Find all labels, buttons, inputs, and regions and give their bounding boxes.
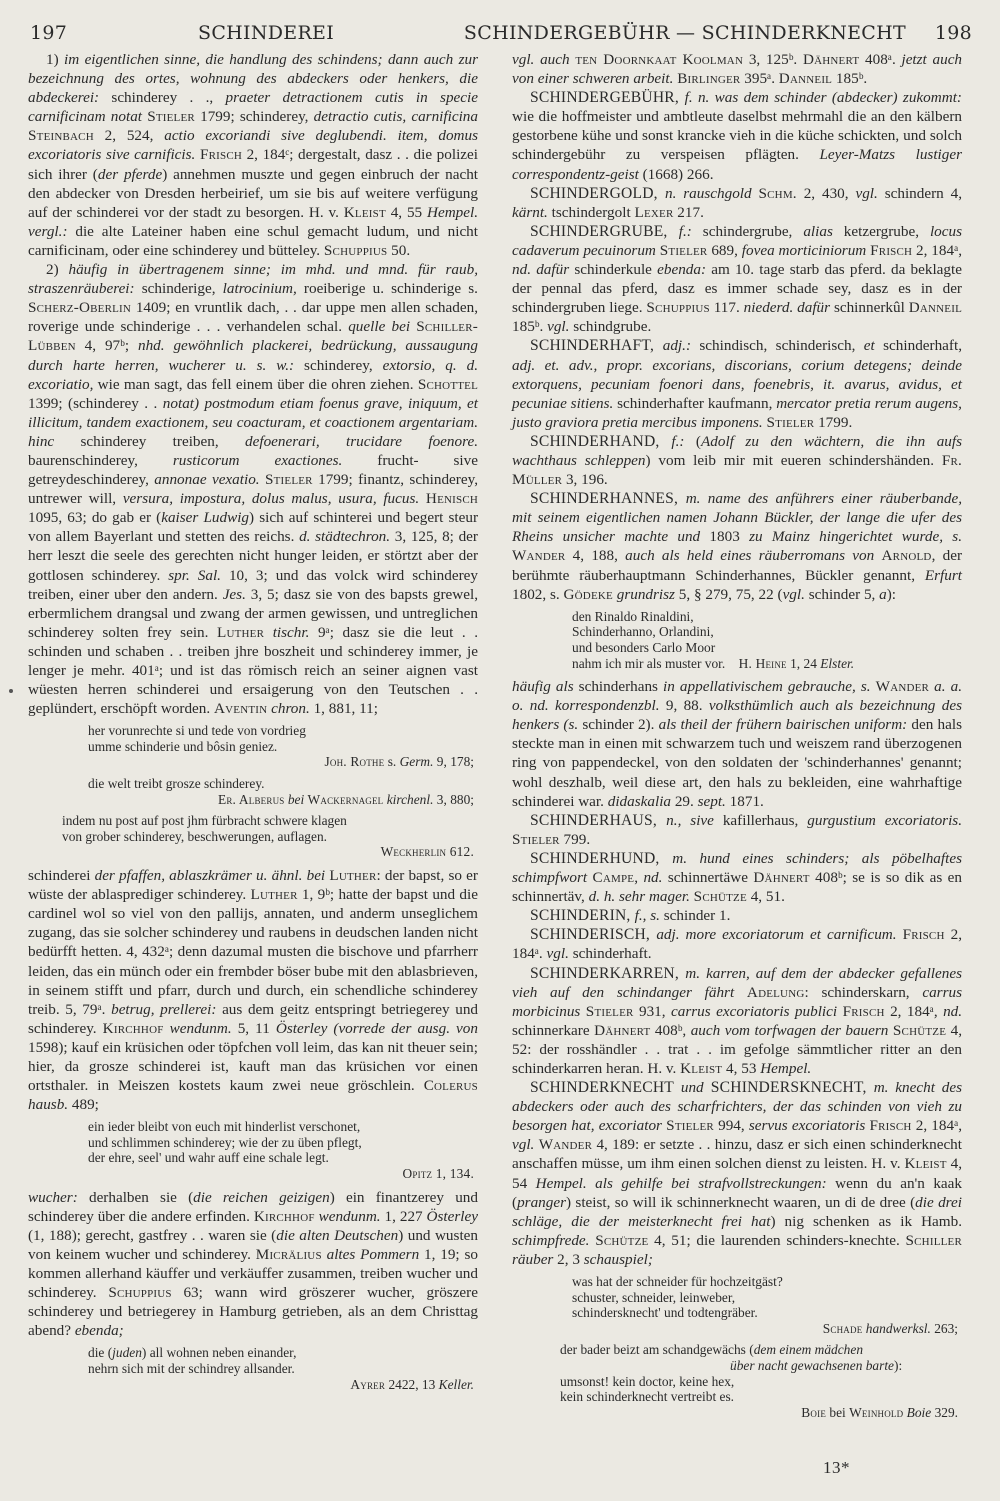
entry-schinderhaus: SCHINDERHAUS, n., sive kafillerhaus, gurgustium excoriatoris. Stieler 799. <box>512 811 962 848</box>
entry-schindergold: SCHINDERGOLD, n. rauschgold Schm. 2, 430, vgl. schindern 4, kärnt. tschindergolt Lexer 217. <box>512 184 963 221</box>
verse-quote-weckherlin: indem nu post auf post jhm fürbracht schwere klagen von grober schinderey, beschwerungen, auflagen. Weckherlin 612. <box>62 813 474 860</box>
entry-schinderhannes: SCHINDERHANNES, m. name des anführers einer räuberbande, mit seinem eigentlichen namen Johann Bückler, der lange die ufer des Rheins unsicher machte und 1803 zu Mainz hingerichtet wurde, s. Wander 4, 188, auch als held eines räuberromans von Arnold, der berühmte räuberhauptmann Schinderhannes, Bückler genannt, Erfurt 1802, s. Gödeke grundrisz 5, § 279, 75, 22 (vgl. schinder 5, a): <box>512 490 963 603</box>
paragraph-continuation: vgl. auch ten Doornkaat Koolman 3, 125ᵇ. Dähnert 408ᵃ. jetzt auch von einer schweren arbeit. Birlinger 395ᵃ. Danneil 185ᵇ. <box>512 51 963 88</box>
entry-schinderkarren: SCHINDERKARREN, m. karren, auf dem der abdecker gefallenes vieh auf den schindanger fährt Adelung: schinderskarn, carrus morbicinus Stieler 931, carrus excoriatoris publici Frisch 2, 184ᵃ, nd. schinnerkare Dähnert 408ᵇ, auch vom torfwagen der bauern Schütze 4, 52: der rosshändler . . trat . . im gefolge sämmtlicher ritter an den schinderkarren heran. H. v. Kleist 4, 53 Hempel. <box>512 964 963 1077</box>
entry-schinderhand: SCHINDERHAND, f.: (Adolf zu den wächtern, die ihn aufs wachthaus schleppen) vom leib mir mit eueren schindershänden. Fr. Müller 3, 196. <box>512 432 963 489</box>
page-number-right: 198 <box>934 22 972 44</box>
verse-quote-rothe: her vorunrechte si und tede von vordrieg umme schinderie und bôsin geniez. Joh. Rothe s. Germ. 9, 178; <box>88 723 474 770</box>
paragraph-pfaffen: schinderei der pfaffen, ablaszkrämer u. ähnl. bei Luther: der bapst, so er wüste der ablasprediger schinderey. Luther 1, 9ᵇ; hatte der bapst und die cardinel wol so viel von den pallijs, annaten, und anderm unseglichem zugang, das sie solcher schinderey und raubens in deudschen landen nicht bedürfft hetten. 4, 432ᵃ; denn dazumal musten die bischove und pfarrherr leiden, das ein münch oder ein frembder böser bube mit den ablasbrieven, in seinem stifft und pfarr, durch und durch, ein schendliche schinderey treib. 5, 79ᵃ. betrug, prellerei: aus dem geitz entspringt betriegerey und schinderey. Kirchhof wendunm. 5, 11 Österley (vorrede der ausg. von 1598); kauf ein krüsichen oder töpfchen voll leim, das kan nit theuer sein; hier, da grosze schinderei ist, kauft man das krüsichen vor einen ortsthaler. in Meiszen kostets kaum zwei neue gröschlein. Colerus hausb. 489; <box>28 867 479 1114</box>
running-title-left: SCHINDEREI <box>198 22 335 44</box>
verse-quote-schade: was hat der schneider für hochzeitgäst? schuster, schneider, leinweber, schindersknecht' und todtengräber. Schade handwerksl. 263; <box>572 1274 958 1336</box>
right-column <box>512 50 962 1426</box>
verse-quote-heine: den Rinaldo Rinaldini, Schinderhanno, Orlandini, und besonders Carlo Moor nahm ich mir als muster vor. H. Heine 1, 24 Elster. <box>572 608 855 671</box>
entry-schinderisch: SCHINDERISCH, adj. more excoriatorum et carnificum. Frisch 2, 184ᵃ. vgl. schinderhaft. <box>512 926 962 963</box>
entry-schinderhaft: SCHINDERHAFT, adj.: schindisch, schinderisch, et schinderhaft, adj. et. adv., propr. excorians, discorians, corium detegens; deinde extorquens, pecuniam foenori dans, foenebris, it. avarus, avidus, et pecuniae sitiens. schinderhafter kaufmann, mercator pretia rerum augens, justo graviora pretia mercibus imponens. Stieler 1799. <box>512 337 962 431</box>
paragraph-schinderhans: häufig als schinderhans in appellativischem gebrauche, s. Wander a. a. o. nd. korrespondenzbl. 9, 88. volksthümlich auch als bezeichnung des henkers (s. schinder 2). als theil der frühern bairischen uniform: den hals steckte man in einen mit schwarzem tuch und weiszem rand überzogenen ring von pappendeckel, von den soldaten der 'schinderhannes' genannt; wohl deszhalb, weil diese art, den hals zu bekleiden, eine wahrhaftige schinderei war. didaskalia 29. sept. 1871. <box>512 678 963 810</box>
page-number-left: 197 <box>30 22 68 44</box>
running-title-right: SCHINDERGEBÜHR — SCHINDERKNECHT <box>463 22 906 44</box>
verse-quote-opitz: ein ieder bleibt von euch mit hinderlist verschonet, und schlimmen schinderey; wie der zu üben pflegt, der ehre, seel' und wahr auff eine schale legt. Opitz 1, 134. <box>88 1119 474 1182</box>
entry-schinderknecht: SCHINDERKNECHT und SCHINDERSKNECHT, m. knecht des abdeckers oder auch des scharfrichters, der das schinden von vieh zu besorgen hat, excoriator Stieler 994, servus excoriatoris Frisch 2, 184ᵃ, vgl. Wander 4, 189: er setzte . . hinzu, dasz er sich einen schinderknecht anschaffen müsse, um ihm einen solchen dienst zu leisten. H. v. Kleist 4, 54 Hempel. als gehilfe bei strafvollstreckungen: wenn du an'n kaak (pranger) steist, so will ik schinnerknecht waaren, un di de dree (die drei schläge, die der meisterknecht frei hat) nig schenken as ik Hamb. schimpfrede. Schütze 4, 51; die laurenden schinders-knechte. Schiller räuber 2, 3 schauspiel; <box>512 1079 963 1268</box>
sense-1: 1) im eigentlichen sinne, die handlung des schindens; dann auch zur bezeichnung des ortes, wohnung des abdeckers oder henkers, die abdeckerei: schinderey . ., praeter detractionem cutis in specie carnificinam notat Stieler 1799; schinderey, detractio cutis, carnificina Steinbach 2, 524, actio excoriandi sive deglubendi. item, domus excoriatoris sive carnificis. Frisch 2, 184ᶜ; dergestalt, dasz . . die polizei sich ihrer (der pferde) annehmen muszte und gegen einbruch der nacht den abdecker von Dresden herbeirief, um sie bis auf weitere verfügung auf der schinderei vor der stadt zu besorgen. H. v. Kleist 4, 55 Hempel. vergl.: die alte Lateiner haben eine schul gemacht ludum, und nicht carnificinam, oder eine schinderey und bütteley. Schuppius 50. <box>28 51 479 259</box>
paragraph-wucher: wucher: derhalben sie (die reichen geizigen) ein finantzerey und schinderey über die andere erfinden. Kirchhof wendunm. 1, 227 Österley (1, 188); gerecht, gastfrey . . waren sie (die alten Deutschen) und wusten von keinem wucher und schinderey. Micrälius altes Pommern 1, 19; so kommen allerhand käuffer und verkäuffer zusammen, treiben wucher und schinderey. Schuppius 63; wann wird gröszerer wucher, gröszere schinderey und betriegerey in Hamburg getrieben, als an dem Christtag abend? ebenda; <box>28 1188 478 1340</box>
page-header <box>30 8 972 42</box>
verse-quote-boie: der bader beizt am schandgewächs (dem einem mädchen über nacht gewachsenen barte): umsonst! kein doctor, keine hex, kein schinderknecht vertreibt es. Boie bei Weinhold Boie 329. <box>560 1342 958 1420</box>
entry-schindergrube: SCHINDERGRUBE, f.: schindergrube, alias ketzergrube, locus cadaverum pecuinorum Stieler 689, fovea morticiniorum Frisch 2, 184ᵃ, nd. dafür schinderkule ebenda: am 10. tage starb das pferd. da beklagte der pennal das pferd, dasz es immer schade sey, dasz es in der schindergruben liege. Schuppius 117. niederd. dafür schinnerkûl Danneil 185ᵇ. vgl. schindgrube. <box>512 222 963 336</box>
verse-quote-ayrer: die (juden) all wohnen neben einander, nehrn sich mit der schindrey allsander. Ayrer 2422, 13 Keller. <box>88 1345 474 1392</box>
entry-schinderin: SCHINDERIN, f., s. schinder 1. <box>530 907 731 925</box>
verse-quote-alberus: die welt treibt grosze schinderey. Er. Alberus bei Wackernagel kirchenl. 3, 880; <box>88 776 474 807</box>
entry-schindergebuehr: SCHINDERGEBÜHR, f. n. was dem schinder (abdecker) zukommt: wie die hoffmeister und ambtleute daselbst mehrmahl die an den kälbern gestorbene kühe und sonst krancke vieh in die küche schickten, und solch schindergebühr zu verspeisen pflägten. Leyer-Matzs lustiger correspondentz-geist (1668) 266. <box>512 89 963 183</box>
entry-schinderhund: SCHINDERHUND, m. hund eines schinders; als pöbelhaftes schimpfwort Campe, nd. schinnertäwe Dähnert 408ᵇ; se is so dik as en schinnertäv, d. h. sehr mager. Schütze 4, 51. <box>512 849 963 906</box>
left-column <box>28 50 478 1398</box>
signature-mark: 13* <box>823 1458 850 1477</box>
margin-mark <box>9 689 13 693</box>
sense-2: 2) häufig in übertragenem sinne; im mhd. und mnd. für raub, straszenräuberei: schinderige, latrocinium, roeiberige u. schinderige s. Scherz-Oberlin 1409; en vruntlik dach, . . dar uppe men allen schaden, roverige unde schinderige . . . verhandelen schal. quelle bei Schiller-Lübben 4, 97ᵇ; nhd. gewöhnlich plackerei, bedrückung, aussaugung durch harte herren, wucherer u. s. w.: schinderey, extorsio, q. d. excoriatio, wie man sagt, das fell einem über die ohren ziehen. Schottel 1399; (schinderey . . notat) postmodum etiam foenus grave, iniquum, et illicitum, tandem exactionem, seu coacturam, et coactionem argentariam. hinc schinderey treiben, defoenerari, trucidare foenore. baurenschinderey, rusticorum exactiones. frucht- sive getreydeschinderey, annonae vexatio. Stieler 1799; finantz, schinderey, untrewer will, versura, impostura, dolus malus, usura, fucus. Henisch 1095, 63; do gab er (kaiser Ludwig) sich auf schinterei und begert steur von allem Bayerlant und stetten des reichs. d. städtechron. 3, 125, 8; der herr leszt die seele des gerechten nicht hunger leiden, er störtzt aber der gottlosen schinderey. spr. Sal. 10, 3; und das volck wird schinderey treiben, einer uber den andern. Jes. 3, 5; dasz sie von des bapsts grewel, erbermlichem drangsal und zwang der armen gewissen, und untreglichen schinderey solten frey sein. Luther tischr. 9ᵃ; dasz sie die leut . . schinden und schaben . . treiben jhre boszheit und schinderey immer, je lenger je mehr. 401ᵃ; und ist das römisch reich an seiner aignen vast wüesten herren schinderei und ersaigerung von den Teutschen . . geplündert, erschöpft worden. Aventin chron. 1, 881, 11; <box>28 261 479 718</box>
